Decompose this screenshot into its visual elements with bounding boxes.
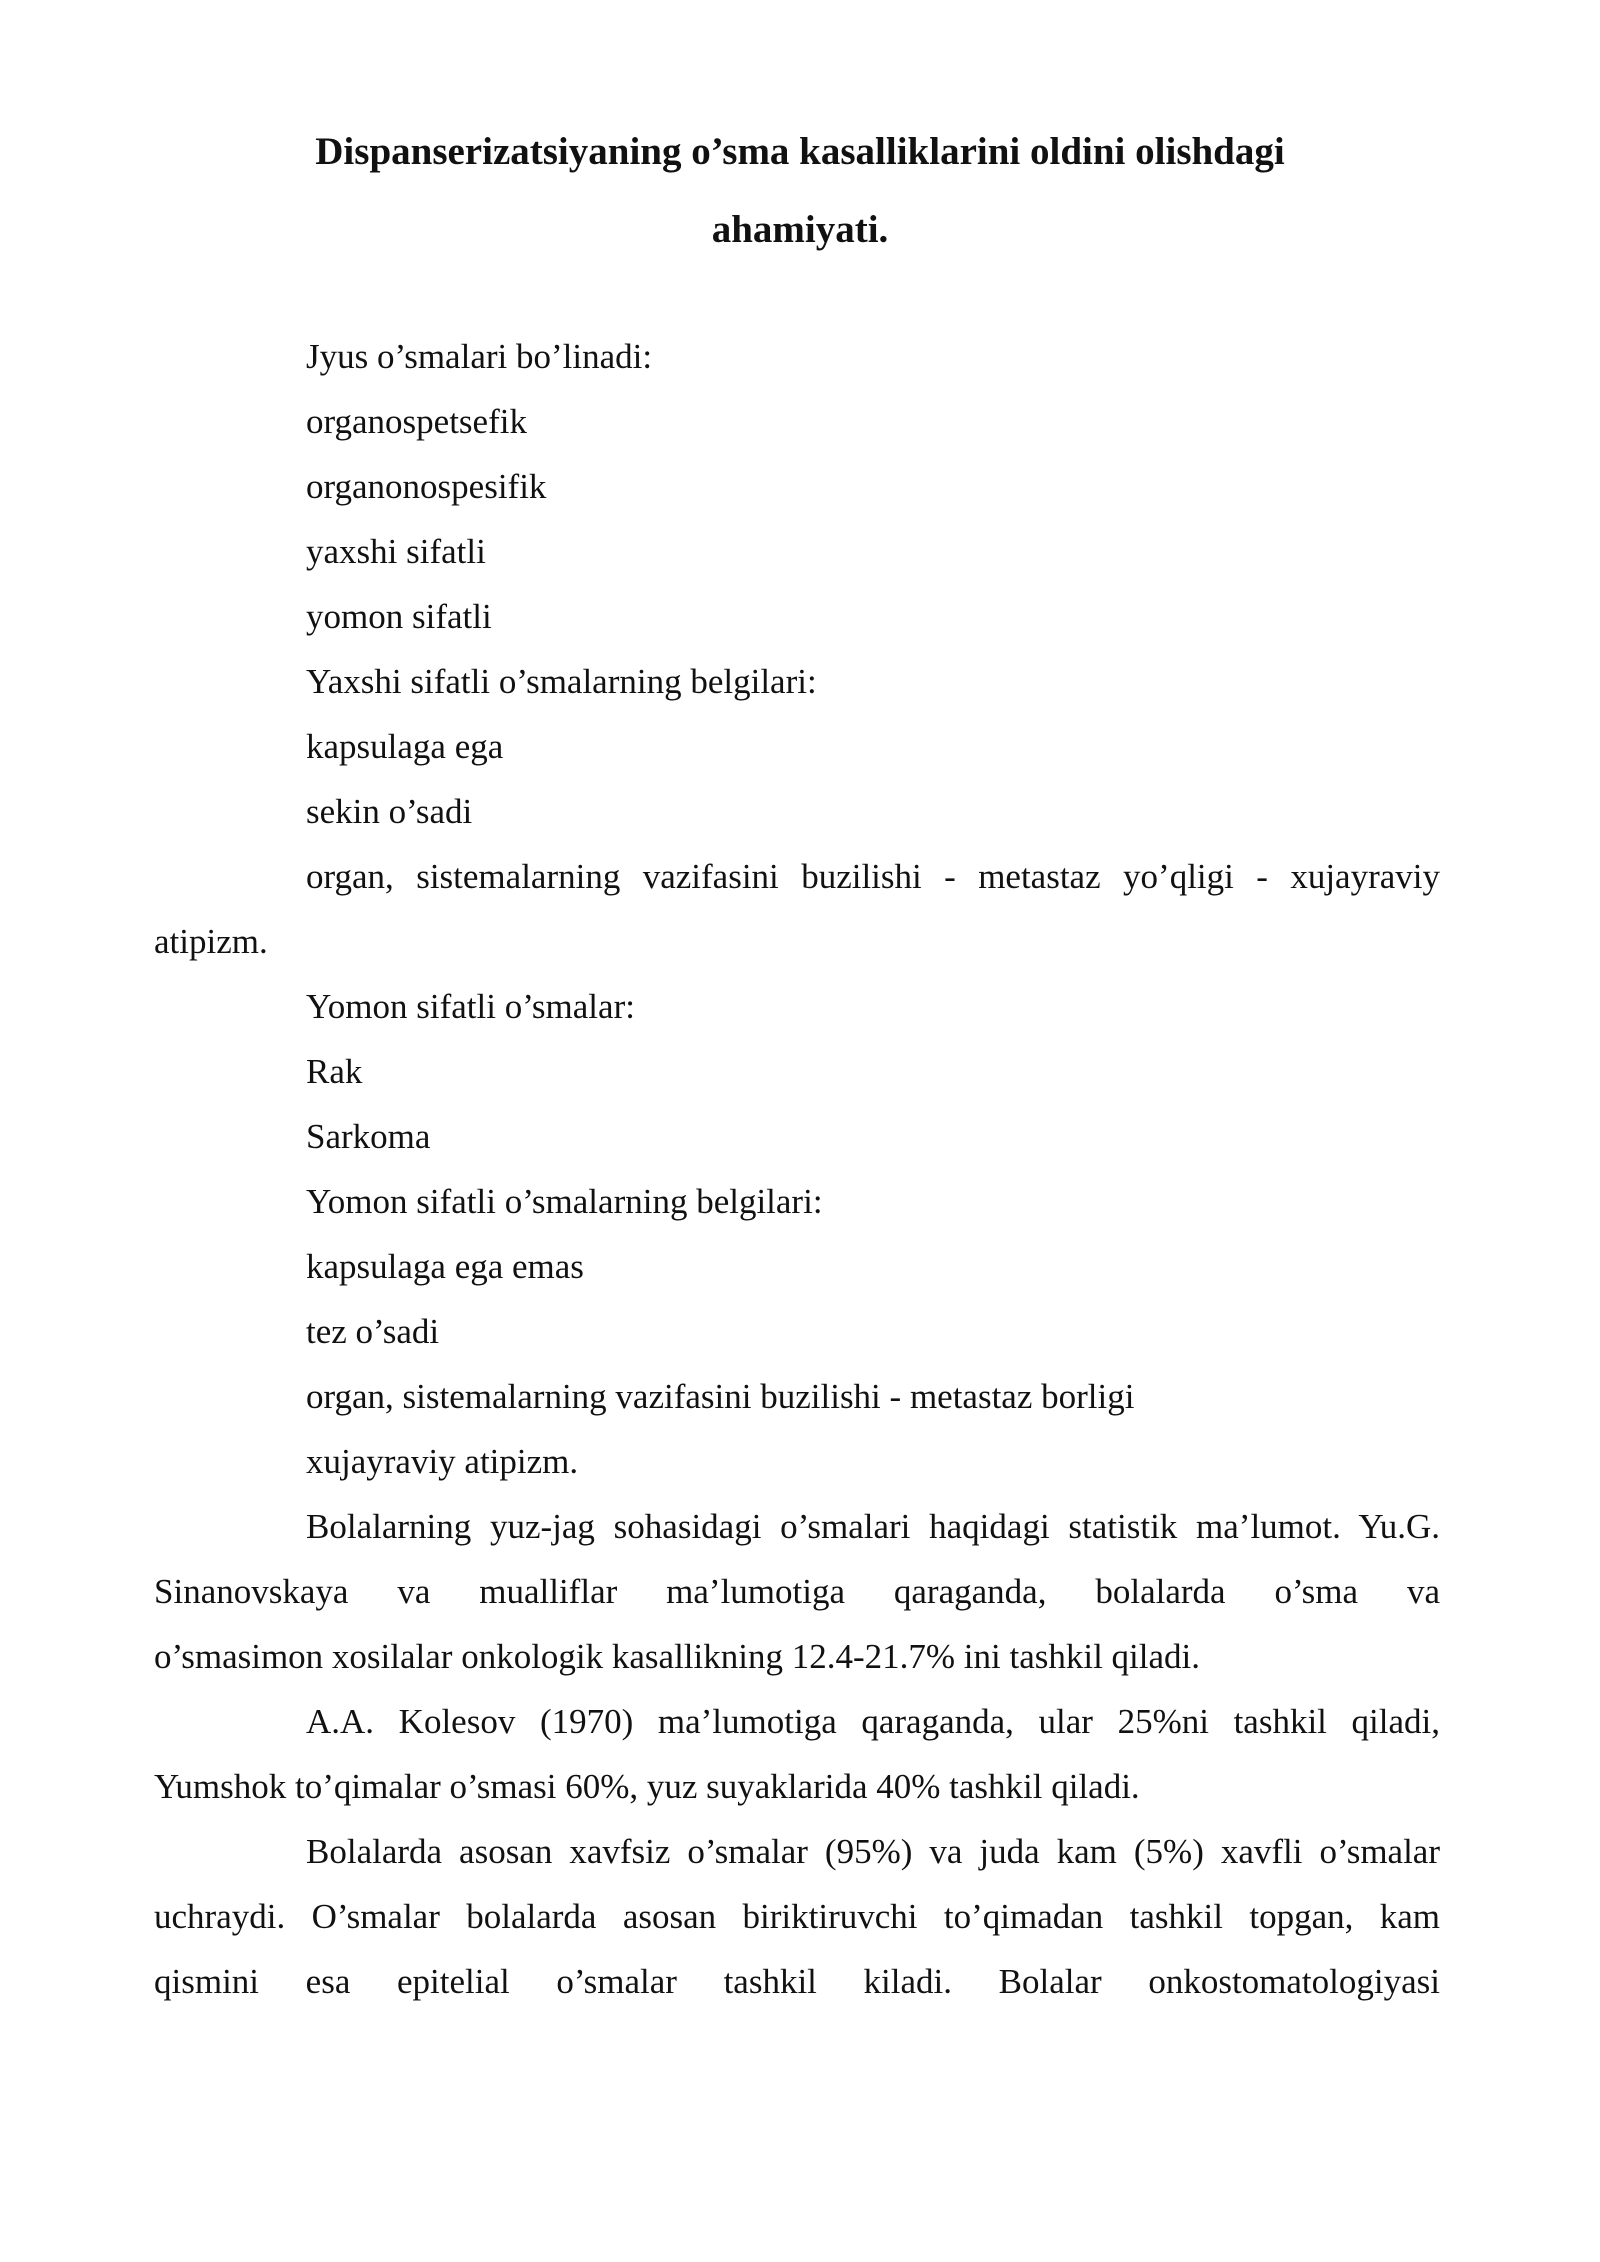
list-item: organonospesifik — [306, 467, 547, 506]
paragraph-line: Jyus o’smalari bo’linadi: — [306, 337, 653, 376]
paragraph-line: organ, sistemalarning vazifasini buzilishi - metastaz yo’qligi - xujayraviy — [306, 857, 1440, 896]
paragraph-line: Sinanovskaya va mualliflar ma’lumotiga qaraganda, bolalarda o’sma va — [154, 1572, 1440, 1611]
list-item: kapsulaga ega emas — [306, 1247, 584, 1286]
list-item: Sarkoma — [306, 1117, 431, 1156]
paragraph-line: atipizm. — [154, 922, 268, 961]
document-body — [154, 324, 1440, 2014]
paragraph-line: o’smasimon xosilalar onkologik kasallikning 12.4-21.7% ini tashkil qiladi. — [154, 1637, 1201, 1676]
paragraph-line: Bolalarda asosan xavfsiz o’smalar (95%) va juda kam (5%) xavfli o’smalar — [306, 1832, 1440, 1871]
document-title-line-1: Dispanserizatsiyaning o’sma kasalliklarini oldini olishdagi — [315, 130, 1285, 173]
paragraph-line: A.A. Kolesov (1970) ma’lumotiga qaraganda, ular 25%ni tashkil qiladi, — [306, 1702, 1440, 1741]
paragraph-line: Yomon sifatli o’smalarning belgilari: — [306, 1182, 823, 1221]
list-item: tez o’sadi — [306, 1312, 440, 1351]
list-item: sekin o’sadi — [306, 792, 473, 831]
document-title-line-2: ahamiyati. — [711, 208, 889, 251]
paragraph-line: Yomon sifatli o’smalar: — [306, 987, 635, 1026]
list-item: kapsulaga ega — [306, 727, 504, 766]
paragraph-line: Yumshok to’qimalar o’smasi 60%, yuz suyaklarida 40% tashkil qiladi. — [154, 1767, 1140, 1806]
list-item: Rak — [306, 1052, 363, 1091]
list-item: organ, sistemalarning vazifasini buzilishi - metastaz borligi — [306, 1377, 1135, 1416]
paragraph-line: qismini esa epitelial o’smalar tashkil kiladi. Bolalar onkostomatologiyasi — [154, 1962, 1440, 2001]
list-item: organospetsefik — [306, 402, 527, 441]
list-item: yaxshi sifatli — [306, 532, 486, 571]
paragraph-line: uchraydi. O’smalar bolalarda asosan biriktiruvchi to’qimadan tashkil topgan, kam — [154, 1897, 1440, 1936]
paragraph-line: Yaxshi sifatli o’smalarning belgilari: — [306, 662, 817, 701]
list-item: xujayraviy atipizm. — [306, 1442, 579, 1481]
list-item: yomon sifatli — [306, 597, 492, 636]
paragraph-line: Bolalarning yuz-jag sohasidagi o’smalari haqidagi statistik ma’lumot. Yu.G. — [306, 1507, 1440, 1546]
